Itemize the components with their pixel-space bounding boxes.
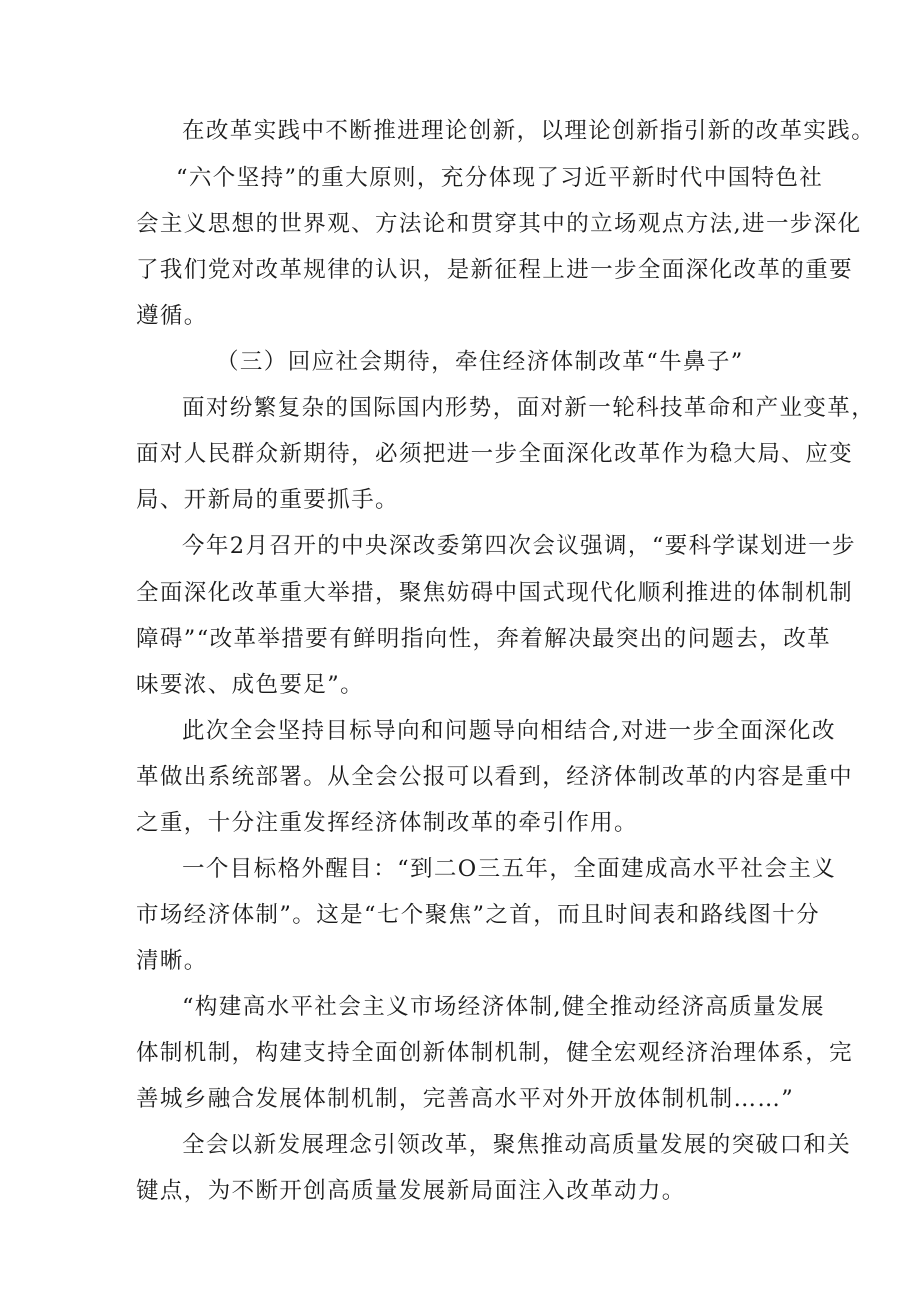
- paragraph-line: 市场经济体制”。这是“七个聚焦”之首，而且时间表和路线图十分: [136, 902, 821, 928]
- paragraph-line: 此次全会坚持目标导向和问题导向相结合,对进一步全面深化改: [182, 718, 836, 744]
- paragraph-line: 键点，为不断开创高质量发展新局面注入改革动力。: [136, 1178, 686, 1204]
- paragraph-line: 了我们党对改革规律的认识，是新征程上进一步全面深化改革的重要: [136, 257, 854, 283]
- paragraph-line: 局、开新局的重要抓手。: [136, 487, 399, 513]
- paragraph-line: 今年2月召开的中央深改委第四次会议强调，“要科学谋划进一步: [182, 533, 856, 559]
- paragraph-line: 遵循。: [136, 303, 208, 329]
- paragraph-line: 清晰。: [136, 948, 208, 974]
- paragraph-line: 在改革实践中不断推进理论创新，以理论创新指引新的改革实践。: [182, 118, 876, 144]
- paragraph-line: 会主义思想的世界观、方法论和贯穿其中的立场观点方法,进一步深化: [136, 211, 862, 237]
- paragraph-line: 体制机制，构建支持全面创新体制机制，健全宏观经济治理体系，完: [136, 1040, 854, 1066]
- paragraph-line: 一个目标格外醒目：“到二O三五年，全面建成高水平社会主义: [182, 856, 837, 882]
- paragraph-line: “六个坚持”的重大原则，充分体现了习近平新时代中国特色社: [176, 165, 824, 191]
- paragraph-line: “构建高水平社会主义市场经济体制,健全推动经济高质量发展: [182, 994, 825, 1020]
- paragraph-line: 全面深化改革重大举措，聚焦妨碍中国式现代化顺利推进的体制机制: [136, 580, 854, 606]
- section-heading: （三）回应社会期待，牵住经济体制改革“牛鼻子”: [216, 349, 744, 375]
- paragraph-line: 面对人民群众新期待，必须把进一步全面深化改革作为稳大局、应变: [136, 441, 854, 467]
- paragraph-line: 革做出系统部署。从全会公报可以看到，经济体制改革的内容是重中: [136, 764, 854, 790]
- paragraph-line: 善城乡融合发展体制机制，完善高水平对外开放体制机制……”: [136, 1086, 795, 1112]
- paragraph-line: 之重，十分注重发挥经济体制改革的牵引作用。: [136, 810, 638, 836]
- paragraph-line: 障碍”“改革举措要有鲜明指向性，奔着解决最突出的问题去，改革: [136, 626, 832, 652]
- paragraph-line: 面对纷繁复杂的国际国内形势，面对新一轮科技革命和产业变革，: [182, 395, 876, 421]
- paragraph-line: 全会以新发展理念引领改革，聚焦推动高质量发展的突破口和关: [182, 1132, 852, 1158]
- paragraph-line: 味要浓、成色要足”。: [136, 672, 365, 698]
